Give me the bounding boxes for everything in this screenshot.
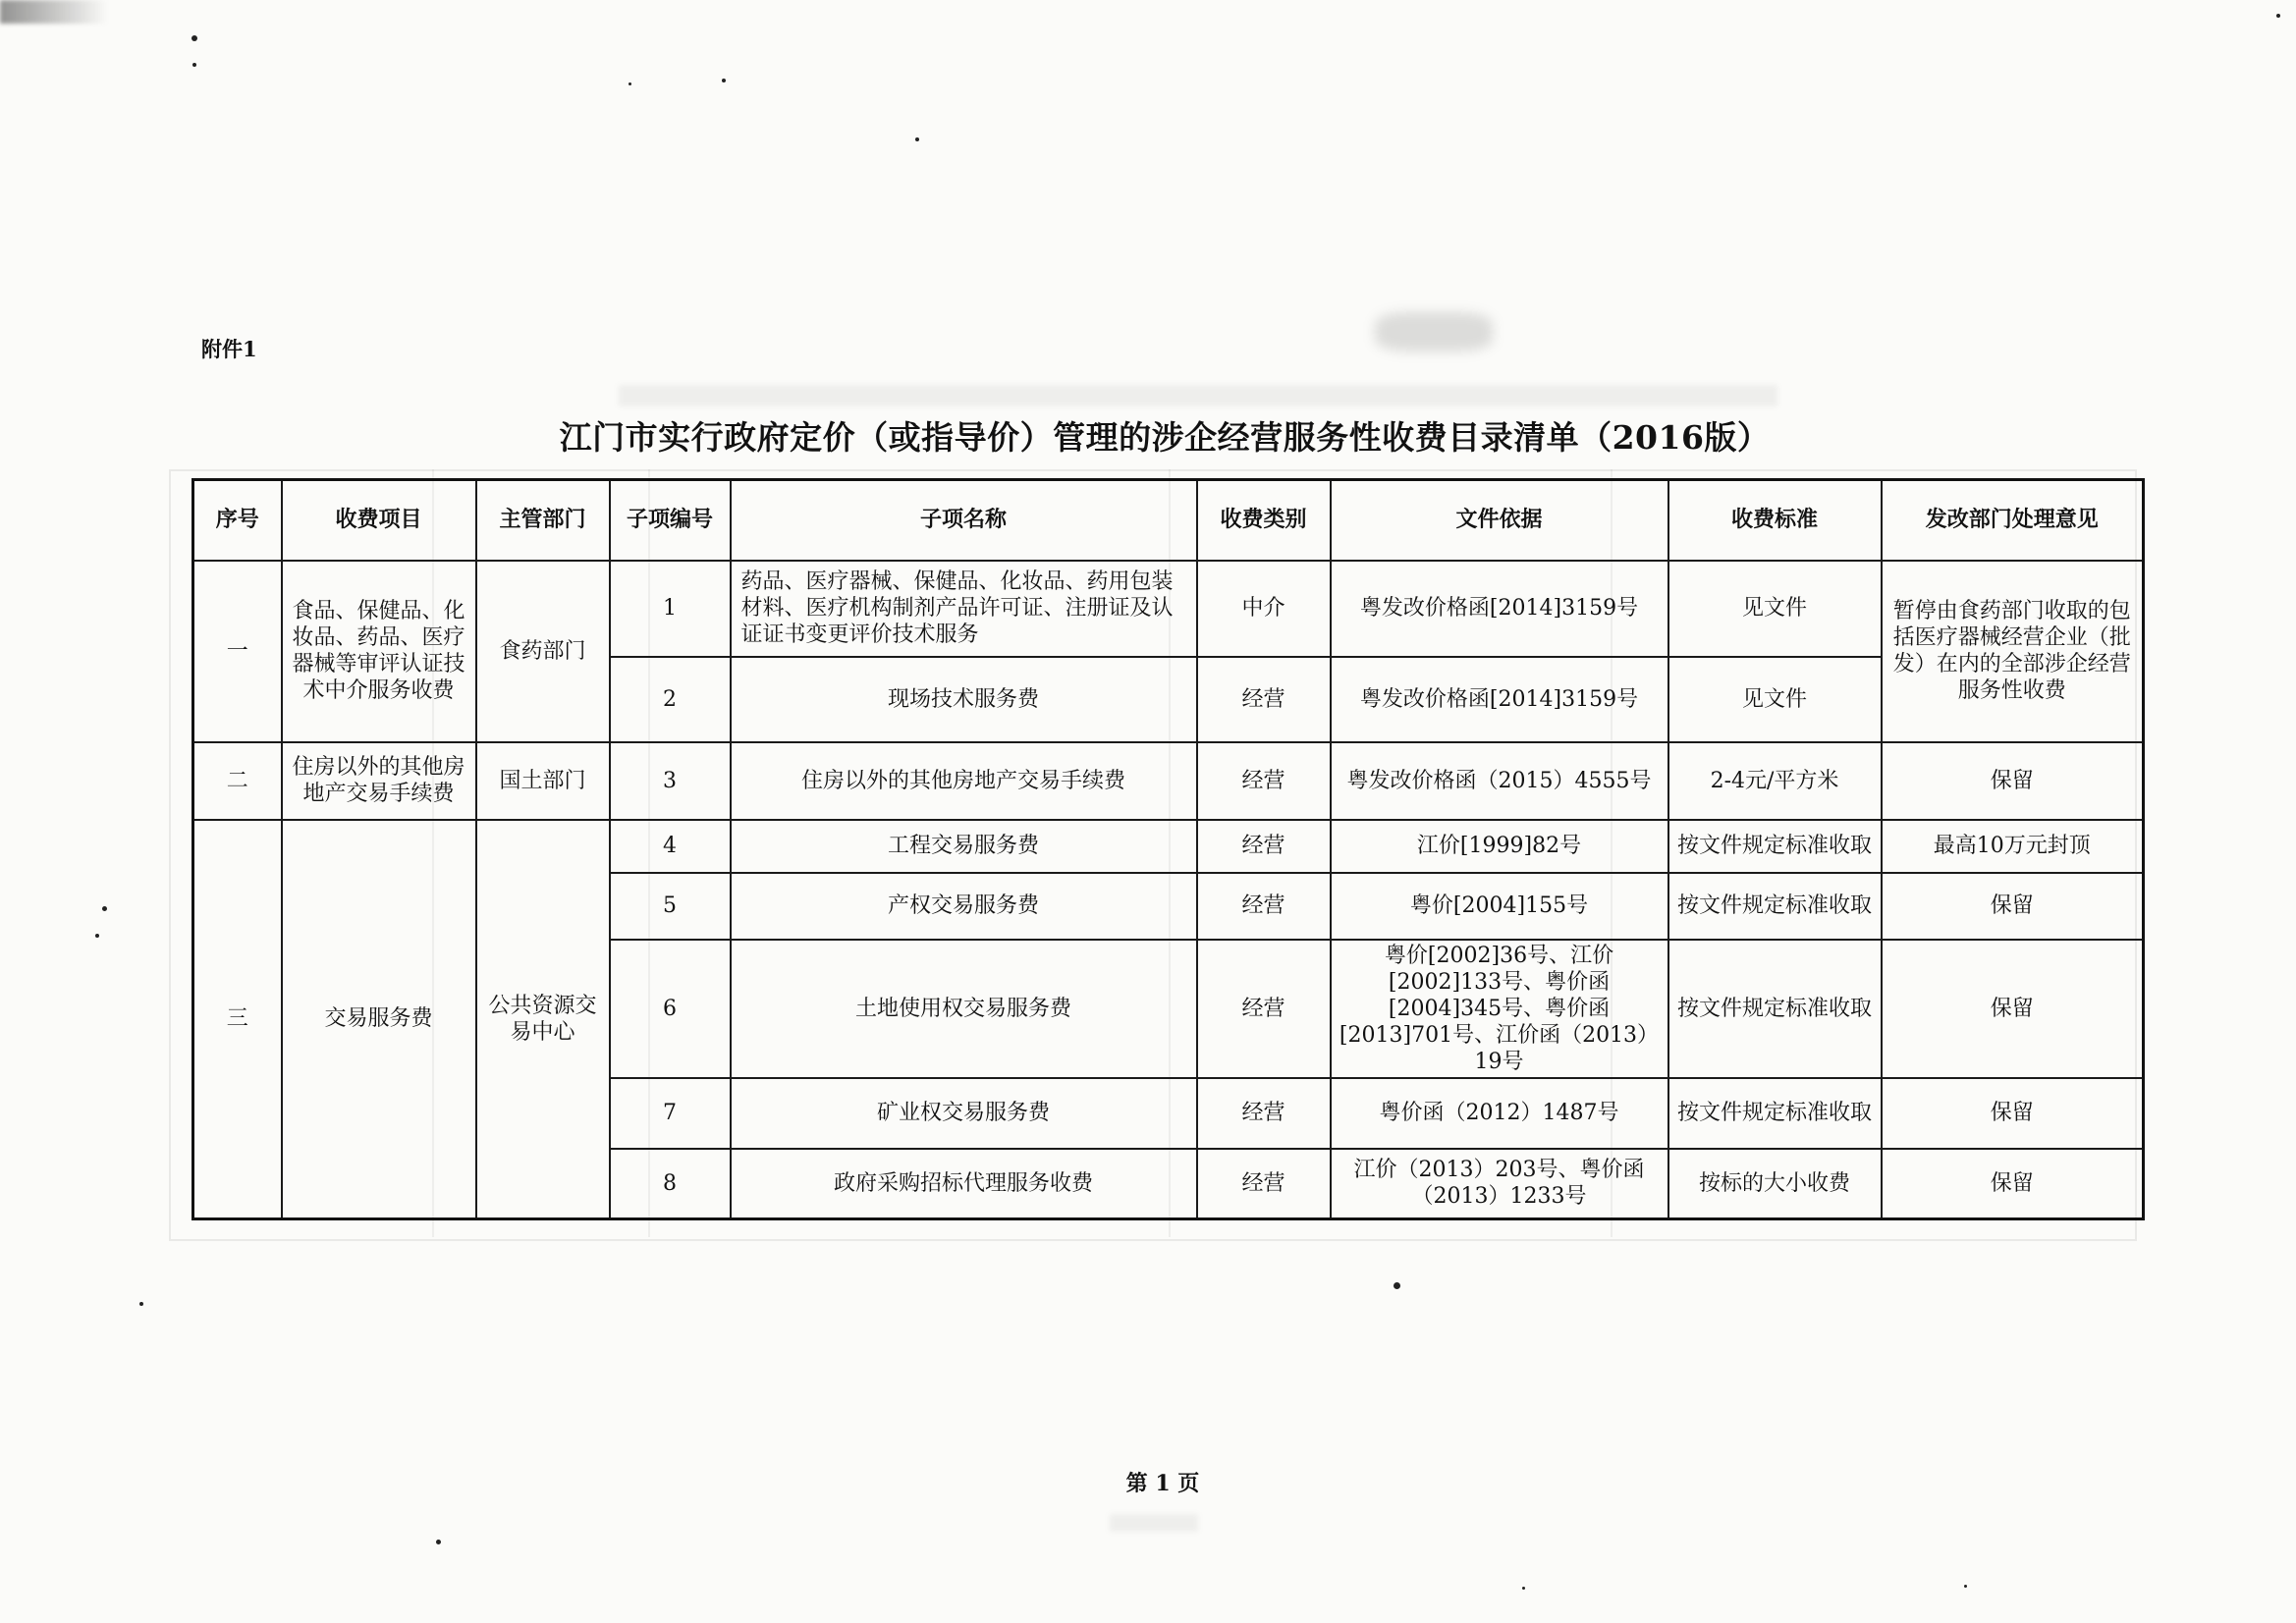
cell-sub-name: 药品、医疗器械、保健品、化妆品、药用包装材料、医疗机构制剂产品许可证、注册证及认证证书变更评价技术服务 [731,561,1197,657]
cell-seq: 一 [193,561,282,742]
cell-sub-number: 7 [610,1078,731,1149]
scan-speck [102,906,107,911]
cell-opinion: 保留 [1882,940,2144,1078]
cell-category: 经营 [1197,1078,1331,1149]
cell-sub-number: 1 [610,561,731,657]
scan-speck [1964,1585,1967,1588]
header-seq: 序号 [193,480,282,561]
document-title: 江门市实行政府定价（或指导价）管理的涉企经营服务性收费目录清单（2016版） [559,418,1771,457]
cell-sub-number: 4 [610,820,731,873]
cell-sub-name: 土地使用权交易服务费 [731,940,1197,1078]
scan-smudge [0,0,108,24]
cell-category: 经营 [1197,873,1331,940]
scan-speck [191,35,197,41]
header-document-basis: 文件依据 [1331,480,1668,561]
cell-sub-name: 矿业权交易服务费 [731,1078,1197,1149]
cell-fee-standard: 2-4元/平方米 [1668,742,1882,820]
cell-sub-number: 5 [610,873,731,940]
cell-document-basis: 粤发改价格函（2015）4555号 [1331,742,1668,820]
cell-opinion: 保留 [1882,1078,2144,1149]
cell-opinion: 保留 [1882,873,2144,940]
cell-fee-standard: 按文件规定标准收取 [1668,1078,1882,1149]
scan-speck [95,934,99,938]
cell-fee-standard: 见文件 [1668,657,1882,742]
cell-category: 经营 [1197,657,1331,742]
cell-fee-standard: 按标的大小收费 [1668,1149,1882,1219]
table-row [193,561,2144,657]
fee-catalog-table [191,478,2145,1220]
header-opinion: 发改部门处理意见 [1882,480,2144,561]
cell-category: 中介 [1197,561,1331,657]
cell-fee-standard: 按文件规定标准收取 [1668,820,1882,873]
cell-fee-standard: 见文件 [1668,561,1882,657]
bleed-through-ghost [619,385,1777,406]
cell-fee-item: 交易服务费 [282,820,476,1219]
cell-document-basis: 粤价[2004]155号 [1331,873,1668,940]
cell-sub-name: 住房以外的其他房地产交易手续费 [731,742,1197,820]
cell-department: 公共资源交易中心 [476,820,610,1219]
header-sub-number: 子项编号 [610,480,731,561]
scan-smudge [1375,312,1493,352]
cell-opinion: 保留 [1882,1149,2144,1219]
cell-sub-name: 工程交易服务费 [731,820,1197,873]
table-row [193,742,2144,820]
table-header-row [193,480,2144,561]
page-number: 第 1 页 [1125,1471,1200,1496]
cell-fee-item: 食品、保健品、化妆品、药品、医疗器械等审评认证技术中介服务收费 [282,561,476,742]
cell-document-basis: 粤价[2002]36号、江价[2002]133号、粤价函[2004]345号、粤价函[2013]701号、江价函（2013）19号 [1331,940,1668,1078]
header-sub-name: 子项名称 [731,480,1197,561]
cell-document-basis: 江价[1999]82号 [1331,820,1668,873]
cell-fee-standard: 按文件规定标准收取 [1668,940,1882,1078]
scan-speck [2276,14,2280,18]
header-department: 主管部门 [476,480,610,561]
cell-department: 国土部门 [476,742,610,820]
header-category: 收费类别 [1197,480,1331,561]
cell-document-basis: 粤发改价格函[2014]3159号 [1331,561,1668,657]
cell-category: 经营 [1197,1149,1331,1219]
cell-sub-number: 2 [610,657,731,742]
cell-document-basis: 粤发改价格函[2014]3159号 [1331,657,1668,742]
cell-seq: 三 [193,820,282,1219]
scan-speck [722,79,726,82]
table-row [193,820,2144,873]
cell-seq: 二 [193,742,282,820]
bleed-through-ghost [1110,1514,1198,1532]
cell-opinion: 保留 [1882,742,2144,820]
cell-document-basis: 粤价函（2012）1487号 [1331,1078,1668,1149]
scan-speck [629,82,631,85]
scan-speck [139,1302,143,1306]
cell-sub-name: 现场技术服务费 [731,657,1197,742]
scan-speck [915,137,919,141]
attachment-label: 附件1 [201,337,257,361]
header-fee-item: 收费项目 [282,480,476,561]
cell-sub-number: 6 [610,940,731,1078]
cell-sub-number: 8 [610,1149,731,1219]
scan-speck [436,1540,441,1544]
cell-sub-name: 政府采购招标代理服务收费 [731,1149,1197,1219]
cell-fee-item: 住房以外的其他房地产交易手续费 [282,742,476,820]
cell-sub-number: 3 [610,742,731,820]
cell-category: 经营 [1197,940,1331,1078]
scan-speck [192,63,196,67]
cell-opinion: 暂停由食药部门收取的包括医疗器械经营企业（批发）在内的全部涉企经营服务性收费 [1882,561,2144,742]
cell-fee-standard: 按文件规定标准收取 [1668,873,1882,940]
header-fee-standard: 收费标准 [1668,480,1882,561]
cell-sub-name: 产权交易服务费 [731,873,1197,940]
cell-department: 食药部门 [476,561,610,742]
cell-opinion: 最高10万元封顶 [1882,820,2144,873]
cell-category: 经营 [1197,742,1331,820]
scan-speck [1394,1282,1400,1289]
scan-speck [1522,1587,1525,1590]
cell-category: 经营 [1197,820,1331,873]
cell-document-basis: 江价（2013）203号、粤价函（2013）1233号 [1331,1149,1668,1219]
